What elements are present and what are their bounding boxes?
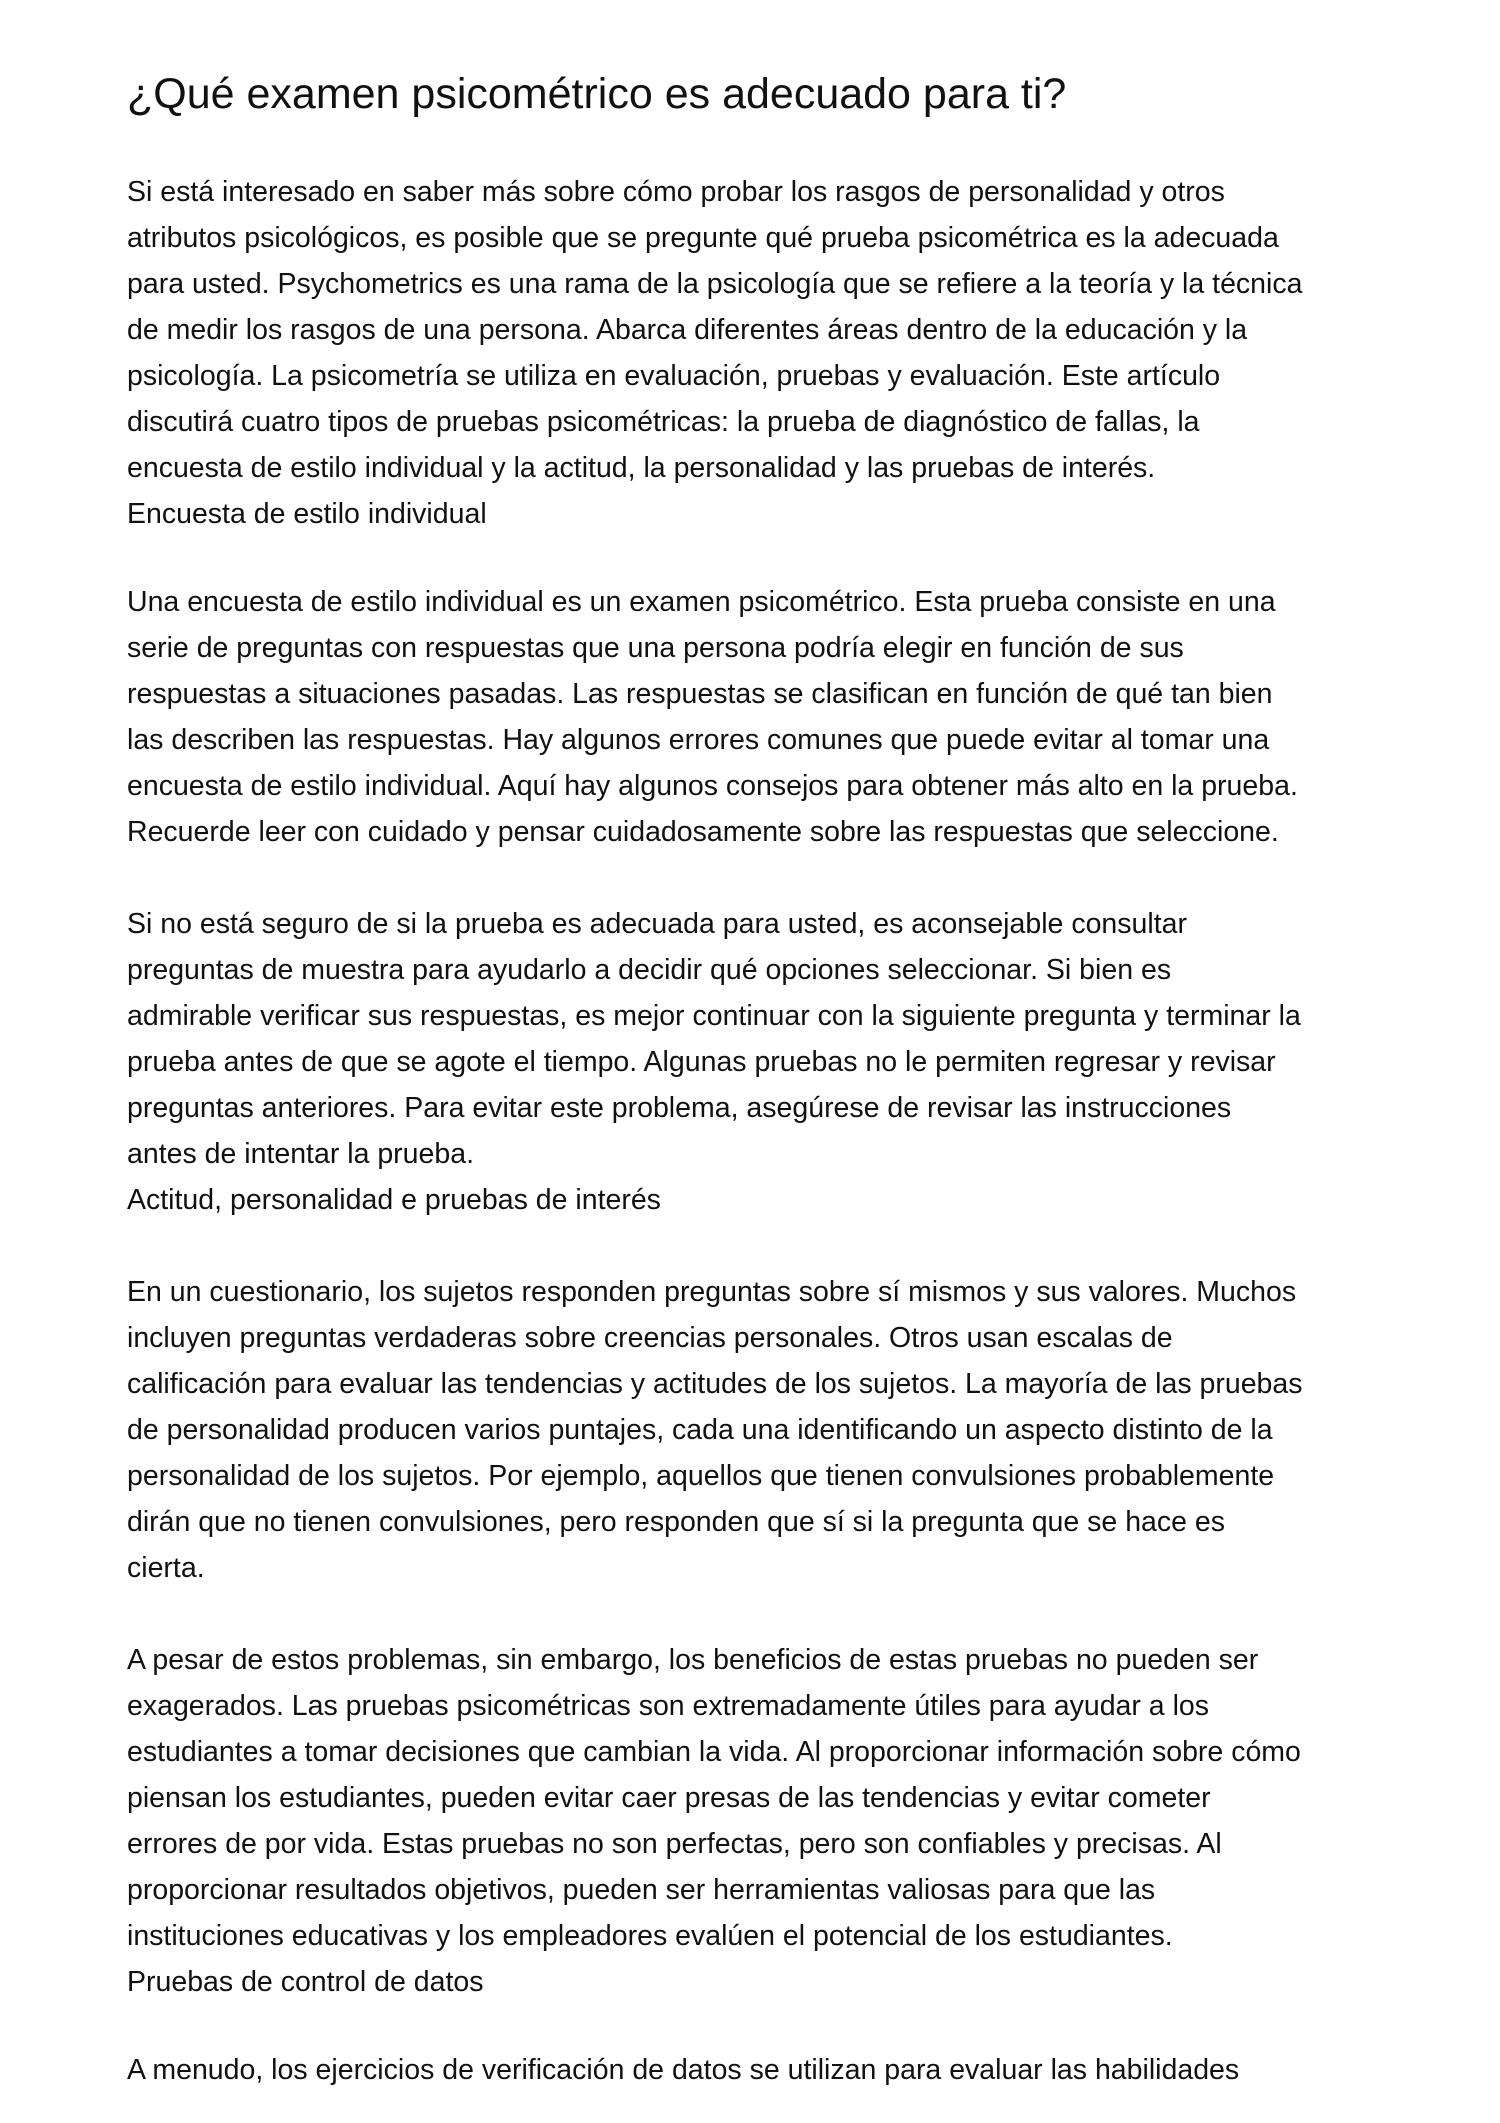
text-line: prueba antes de que se agote el tiempo. Algunas pruebas no le permiten regresar y revisar <box>127 1046 1276 1078</box>
text-line: Recuerde leer con cuidado y pensar cuidadosamente sobre las respuestas que seleccione. <box>127 816 1279 848</box>
paragraph-intro <box>127 169 1407 537</box>
text-line: admirable verificar sus respuestas, es mejor continuar con la siguiente pregunta y terminar la <box>127 1000 1301 1032</box>
text-line: proporcionar resultados objetivos, pueden ser herramientas valiosas para que las <box>127 1874 1156 1906</box>
text-line: atributos psicológicos, es posible que se pregunte qué prueba psicométrica es la adecuada <box>127 222 1279 254</box>
text-line: estudiantes a tomar decisiones que cambian la vida. Al proporcionar información sobre cómo <box>127 1736 1301 1768</box>
text-line: respuestas a situaciones pasadas. Las respuestas se clasifican en función de qué tan bien <box>127 678 1273 710</box>
text-line: serie de preguntas con respuestas que una persona podría elegir en función de sus <box>127 632 1184 664</box>
text-line: Si está interesado en saber más sobre cómo probar los rasgos de personalidad y otros <box>127 176 1225 208</box>
text-line: instituciones educativas y los empleadores evalúen el potencial de los estudiantes. <box>127 1920 1173 1952</box>
section-heading: Actitud, personalidad e pruebas de interés <box>127 1184 661 1216</box>
text-line: exagerados. Las pruebas psicométricas son extremadamente útiles para ayudar a los <box>127 1690 1210 1722</box>
text-line: incluyen preguntas verdaderas sobre creencias personales. Otros usan escalas de <box>127 1322 1173 1354</box>
text-line: encuesta de estilo individual y la actitud, la personalidad y las pruebas de interés. <box>127 452 1156 484</box>
text-line: de personalidad producen varios puntajes, cada una identificando un aspecto distinto de la <box>127 1414 1273 1446</box>
text-line: antes de intentar la prueba. <box>127 1138 474 1170</box>
text-line: de medir los rasgos de una persona. Abarca diferentes áreas dentro de la educación y la <box>127 314 1248 346</box>
paragraph-questionnaire <box>127 1269 1407 1591</box>
text-line: las describen las respuestas. Hay algunos errores comunes que puede evitar al tomar una <box>127 724 1270 756</box>
text-line: dirán que no tienen convulsiones, pero responden que sí si la pregunta que se hace es <box>127 1506 1226 1538</box>
text-line: cierta. <box>127 1552 205 1584</box>
text-line: Si no está seguro de si la prueba es adecuada para usted, es aconsejable consultar <box>127 908 1187 940</box>
text-line: para usted. Psychometrics es una rama de la psicología que se refiere a la teoría y la técnica <box>127 268 1303 300</box>
paragraph-sample-questions <box>127 901 1407 1223</box>
paragraph-individual-survey <box>127 579 1407 855</box>
text-line: psicología. La psicometría se utiliza en evaluación, pruebas y evaluación. Este artículo <box>127 360 1221 392</box>
text-line: personalidad de los sujetos. Por ejemplo, aquellos que tienen convulsiones probablemente <box>127 1460 1275 1492</box>
text-line: discutirá cuatro tipos de pruebas psicométricas: la prueba de diagnóstico de fallas, la <box>127 406 1200 438</box>
text-line: preguntas anteriores. Para evitar este problema, asegúrese de revisar las instrucciones <box>127 1092 1232 1124</box>
page-title: ¿Qué examen psicométrico es adecuado para ti? <box>127 70 1067 118</box>
paragraph-data-checks <box>127 2047 1407 2093</box>
text-line: encuesta de estilo individual. Aquí hay algunos consejos para obtener más alto en la prueba. <box>127 770 1298 802</box>
text-line: Una encuesta de estilo individual es un examen psicométrico. Esta prueba consiste en una <box>127 586 1276 618</box>
text-line: A menudo, los ejercicios de verificación de datos se utilizan para evaluar las habilidades <box>127 2054 1240 2086</box>
text-line: piensan los estudiantes, pueden evitar caer presas de las tendencias y evitar cometer <box>127 1782 1211 1814</box>
paragraph-benefits <box>127 1637 1407 2005</box>
text-line: errores de por vida. Estas pruebas no son perfectas, pero son confiables y precisas. Al <box>127 1828 1222 1860</box>
text-line: preguntas de muestra para ayudarlo a decidir qué opciones seleccionar. Si bien es <box>127 954 1172 986</box>
text-line: A pesar de estos problemas, sin embargo, los beneficios de estas pruebas no pueden ser <box>127 1644 1259 1676</box>
section-heading: Pruebas de control de datos <box>127 1966 484 1998</box>
text-line: En un cuestionario, los sujetos responden preguntas sobre sí mismos y sus valores. Muchos <box>127 1276 1297 1308</box>
section-heading: Encuesta de estilo individual <box>127 498 487 530</box>
text-line: calificación para evaluar las tendencias y actitudes de los sujetos. La mayoría de las pruebas <box>127 1368 1303 1400</box>
